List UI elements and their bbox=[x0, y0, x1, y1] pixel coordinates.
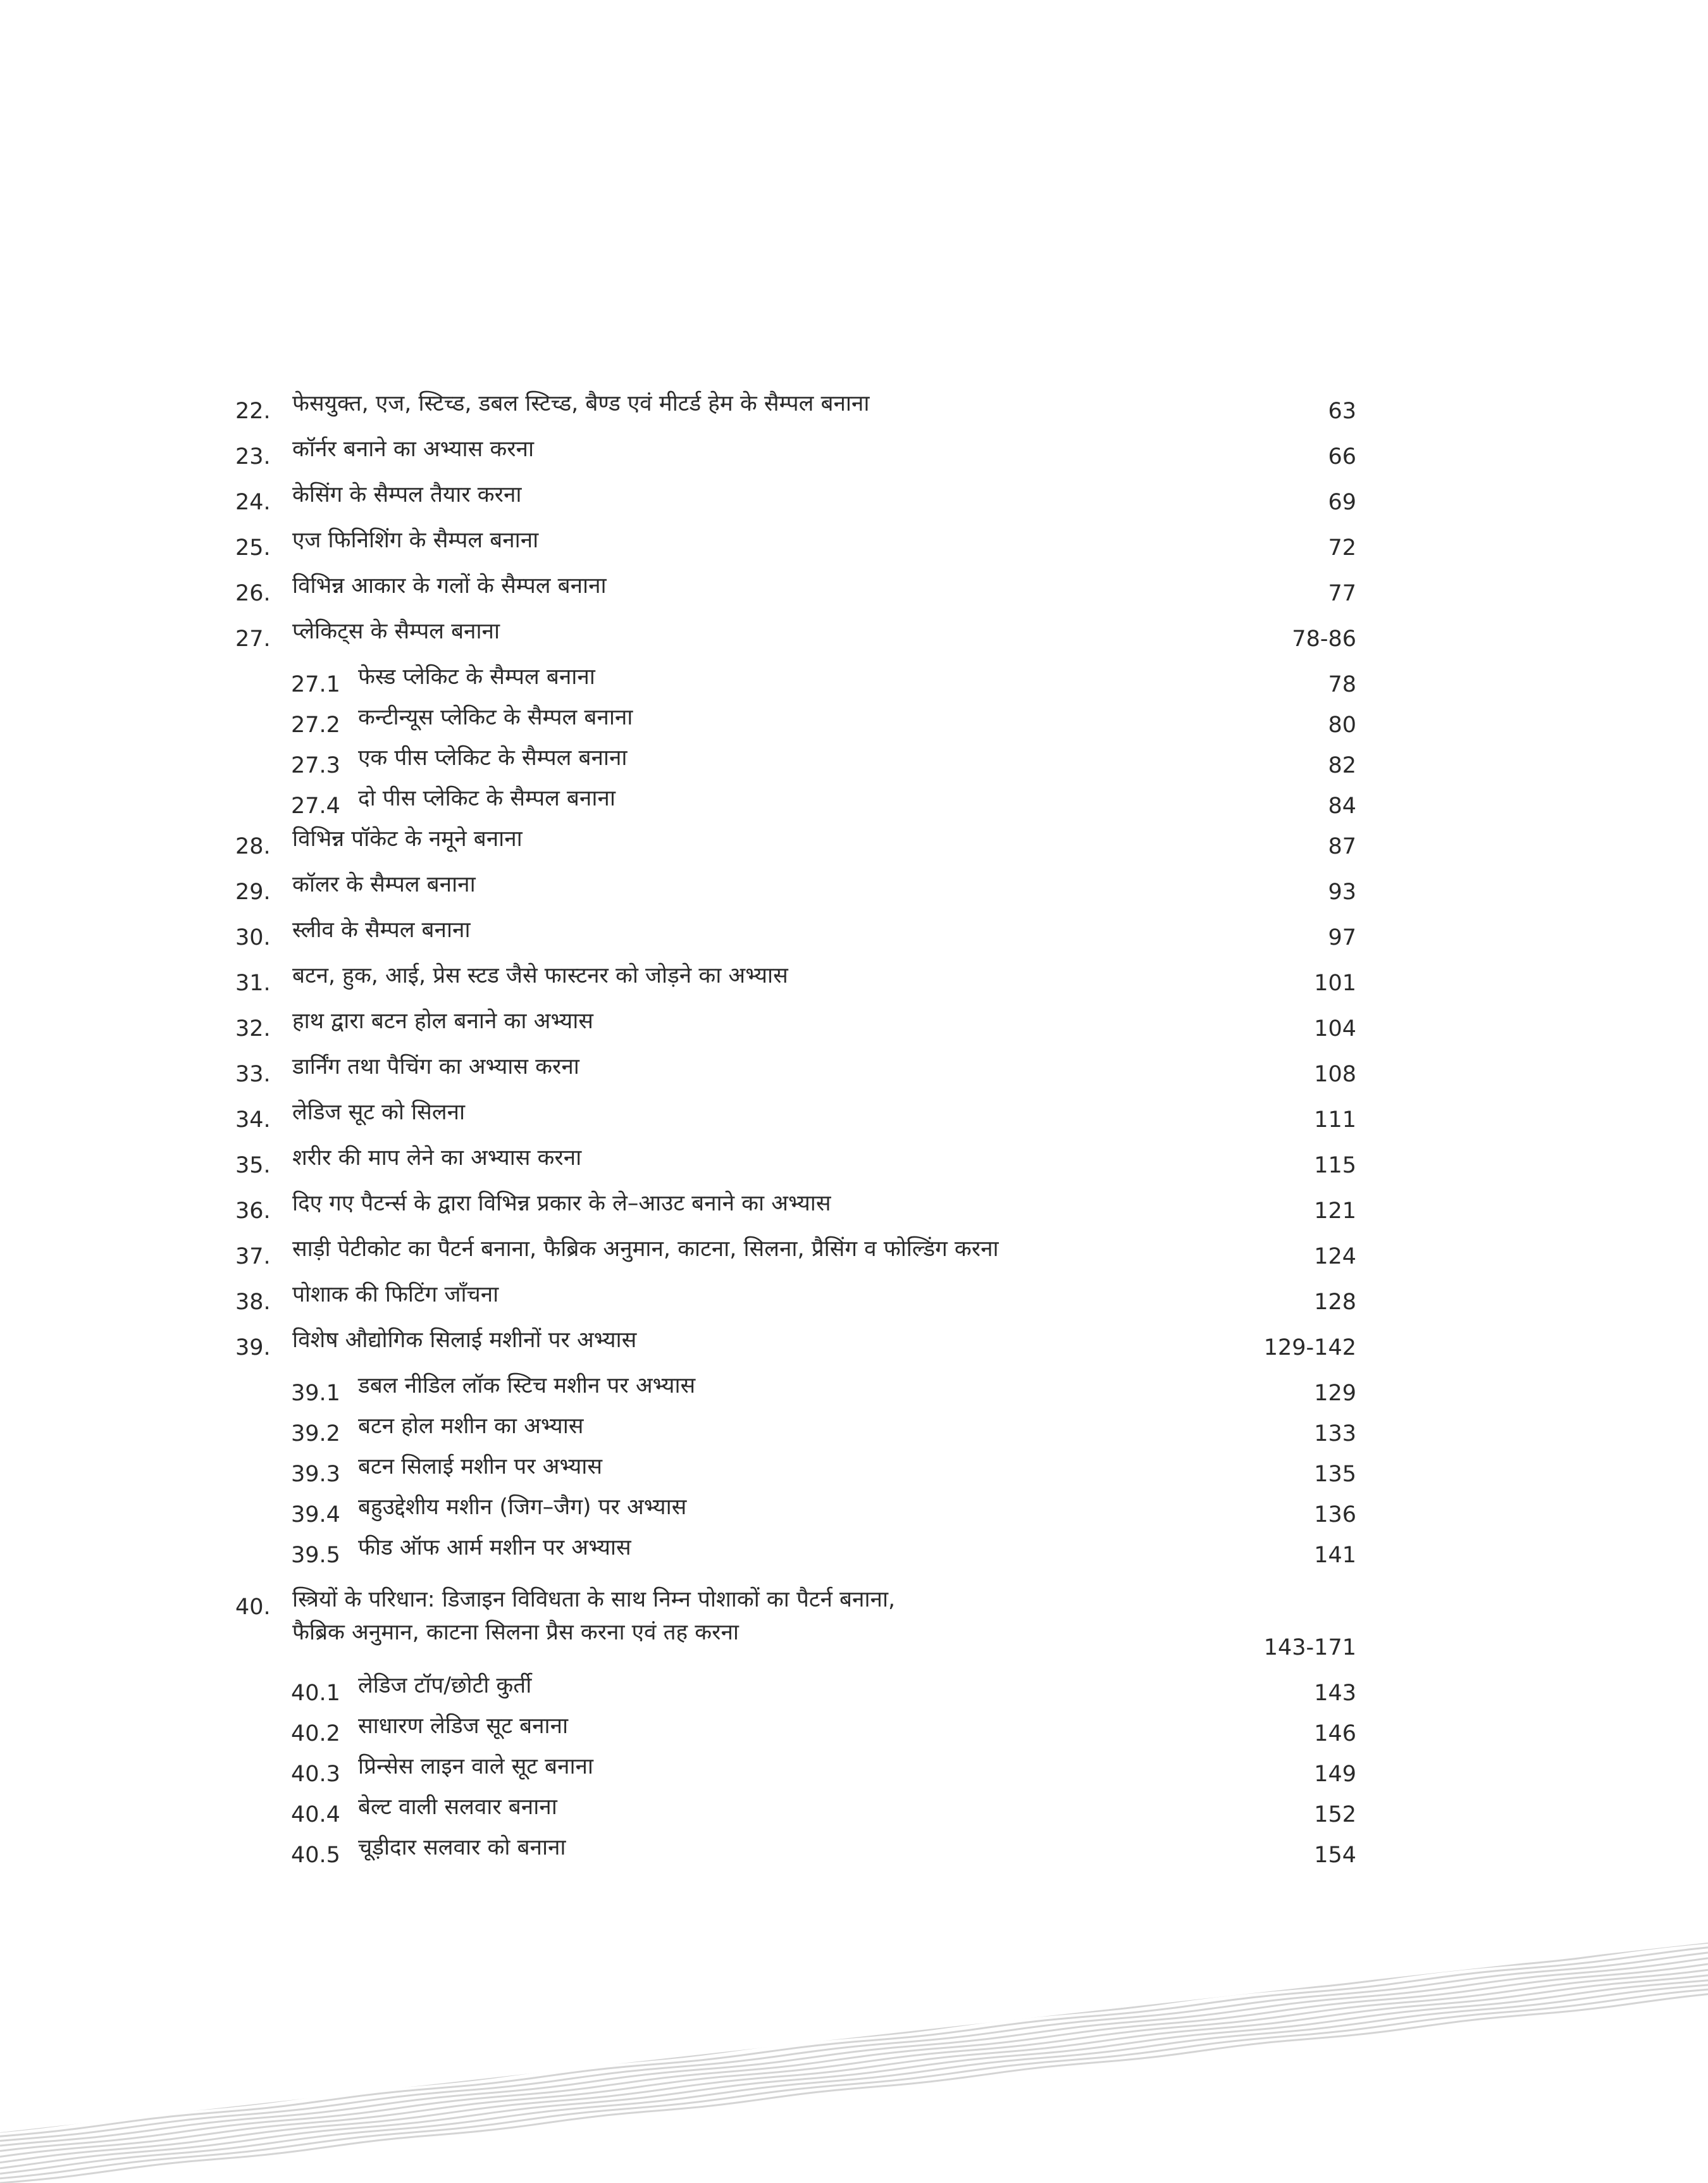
toc-entry-number: 40.5 bbox=[291, 1843, 340, 1868]
toc-entry-page: 101 bbox=[1314, 971, 1356, 996]
toc-entry-page: 72 bbox=[1328, 535, 1356, 561]
toc-entry-title: बेल्ट वाली सलवार बनाना bbox=[358, 1794, 557, 1820]
toc-entry-number: 36. bbox=[235, 1198, 271, 1224]
toc-entry bbox=[235, 1141, 1356, 1187]
toc-entry-title: विभिन्न आकार के गलों के सैम्पल बनाना bbox=[292, 573, 607, 599]
toc-entry-page: 82 bbox=[1328, 753, 1356, 778]
toc-entry bbox=[235, 1187, 1356, 1233]
toc-entry-title: फेसयुक्त, एज, स्टिच्ड, डबल स्टिच्ड, बैण्ड एवं मीटर्ड हेम के सैम्पल बनाना bbox=[292, 391, 870, 416]
toc-entry-number: 27.1 bbox=[291, 672, 340, 697]
toc-entry-number: 39.5 bbox=[291, 1543, 340, 1568]
toc-entry bbox=[235, 433, 1356, 478]
toc-entry-title: विशेष औद्योगिक सिलाई मशीनों पर अभ्यास bbox=[292, 1328, 637, 1353]
toc-entry-page: 78 bbox=[1328, 672, 1356, 697]
toc-entry bbox=[235, 478, 1356, 524]
toc-entry-number: 28. bbox=[235, 834, 271, 859]
toc-entry-number: 25. bbox=[235, 535, 271, 561]
toc-entry-title: केसिंग के सैम्पल तैयार करना bbox=[292, 482, 522, 507]
toc-entry-page: 104 bbox=[1314, 1016, 1356, 1042]
toc-subentry bbox=[235, 701, 1356, 742]
toc-entry-page: 111 bbox=[1314, 1107, 1356, 1133]
toc-entry-title: लेडिज टॉप/छोटी कुर्ती bbox=[358, 1673, 532, 1698]
toc-entry-page: 87 bbox=[1328, 834, 1356, 859]
toc-entry-title: फेस्ड प्लेकिट के सैम्पल बनाना bbox=[358, 664, 595, 690]
toc-entry-title: चूड़ीदार सलवार को बनाना bbox=[358, 1835, 566, 1860]
toc-subentry bbox=[235, 742, 1356, 782]
toc-entry bbox=[235, 914, 1356, 959]
toc-list-40-subitems bbox=[235, 1669, 1356, 1872]
toc-entry-number: 33. bbox=[235, 1062, 271, 1087]
toc-entry-title-line-1: स्त्रियों के परिधान: डिजाइन विविधता के साथ निम्न पोशाकों का पैटर्न बनाना, bbox=[292, 1587, 896, 1612]
toc-subentry bbox=[235, 782, 1356, 823]
toc-entry bbox=[235, 1096, 1356, 1141]
toc-entry-number: 27.3 bbox=[291, 753, 340, 778]
toc-entry-title bbox=[292, 1583, 1192, 1649]
toc-entry-page: 136 bbox=[1314, 1502, 1356, 1527]
toc-entry-title: साधारण लेडिज सूट बनाना bbox=[358, 1713, 569, 1739]
toc-entry-title: शरीर की माप लेने का अभ्यास करना bbox=[292, 1145, 582, 1171]
toc-entry-title-line-2: फैब्रिक अनुमान, काटना सिलना प्रैस करना एवं तह करना bbox=[292, 1620, 739, 1645]
toc-entry-page: 66 bbox=[1328, 444, 1356, 470]
toc-entry-page: 143 bbox=[1314, 1681, 1356, 1706]
toc-entry-title: बटन होल मशीन का अभ्यास bbox=[358, 1414, 584, 1439]
toc-entry-page: 77 bbox=[1328, 581, 1356, 606]
toc-entry-number: 27.2 bbox=[291, 712, 340, 738]
toc-subentry bbox=[235, 1791, 1356, 1831]
toc-entry-title: कॉलर के सैम्पल बनाना bbox=[292, 872, 476, 897]
toc-entry bbox=[235, 1233, 1356, 1278]
toc-entry bbox=[235, 569, 1356, 615]
toc-entry-page: 63 bbox=[1328, 399, 1356, 424]
toc-entry bbox=[235, 524, 1356, 569]
toc-entry-number: 40.3 bbox=[291, 1762, 340, 1787]
toc-entry-title: लेडिज सूट को सिलना bbox=[292, 1100, 466, 1125]
toc-entry-page: 121 bbox=[1314, 1198, 1356, 1224]
toc-entry-40 bbox=[235, 1583, 1356, 1669]
toc-entry-title: कॉर्नर बनाने का अभ्यास करना bbox=[292, 437, 535, 462]
toc-entry-number: 39.3 bbox=[291, 1462, 340, 1487]
toc-subentry bbox=[235, 1669, 1356, 1710]
toc-entry-page: 69 bbox=[1328, 490, 1356, 515]
toc-entry bbox=[235, 868, 1356, 914]
toc-entry-page: 141 bbox=[1314, 1543, 1356, 1568]
toc-entry-title: एक पीस प्लेकिट के सैम्पल बनाना bbox=[358, 745, 628, 771]
toc-subentry bbox=[235, 1710, 1356, 1750]
toc-entry-page: 78-86 bbox=[1292, 626, 1356, 652]
toc-entry-number: 39.4 bbox=[291, 1502, 340, 1527]
toc-entry-page: 124 bbox=[1314, 1244, 1356, 1269]
toc-entry-title: साड़ी पेटीकोट का पैटर्न बनाना, फैब्रिक अनुमान, काटना, सिलना, प्रैसिंग व फोल्डिंग करना bbox=[292, 1236, 999, 1262]
toc-entry bbox=[235, 1005, 1356, 1050]
toc-entry bbox=[235, 823, 1356, 868]
toc-entry-title: कन्टीन्यूस प्लेकिट के सैम्पल बनाना bbox=[358, 705, 633, 730]
toc-entry-number: 24. bbox=[235, 490, 271, 515]
toc-entry bbox=[235, 615, 1356, 661]
toc-entry-number: 31. bbox=[235, 971, 271, 996]
toc-entry-number: 26. bbox=[235, 581, 271, 606]
toc-entry-page: 129-142 bbox=[1263, 1335, 1356, 1360]
toc-entry bbox=[235, 387, 1356, 433]
toc-entry bbox=[235, 1278, 1356, 1324]
toc-entry-number: 39.1 bbox=[291, 1381, 340, 1406]
table-of-contents bbox=[235, 387, 1356, 1872]
toc-entry-page: 97 bbox=[1328, 925, 1356, 950]
toc-entry-number: 27.4 bbox=[291, 793, 340, 819]
toc-entry-title: बटन, हुक, आई, प्रेस स्टड जैसे फास्टनर को जोड़ने का अभ्यास bbox=[292, 963, 788, 988]
toc-entry-title: बहुउद्देशीय मशीन (जिग–जैग) पर अभ्यास bbox=[358, 1495, 687, 1520]
toc-list bbox=[235, 387, 1356, 1572]
toc-entry-page: 135 bbox=[1314, 1462, 1356, 1487]
toc-entry-number: 35. bbox=[235, 1153, 271, 1178]
toc-entry-page: 146 bbox=[1314, 1721, 1356, 1746]
toc-subentry bbox=[235, 1491, 1356, 1531]
toc-entry-number: 40.4 bbox=[291, 1802, 340, 1827]
toc-entry-title: विभिन्न पॉकेट के नमूने बनाना bbox=[292, 826, 523, 852]
toc-entry bbox=[235, 1050, 1356, 1096]
toc-entry-number: 38. bbox=[235, 1290, 271, 1315]
toc-entry-number: 23. bbox=[235, 444, 271, 470]
toc-subentry bbox=[235, 1750, 1356, 1791]
toc-entry-number: 22. bbox=[235, 399, 271, 424]
toc-entry-page: 129 bbox=[1314, 1381, 1356, 1406]
toc-entry-title: हाथ द्वारा बटन होल बनाने का अभ्यास bbox=[292, 1009, 593, 1034]
toc-entry-page: 93 bbox=[1328, 880, 1356, 905]
toc-entry-title: फीड ऑफ आर्म मशीन पर अभ्यास bbox=[358, 1535, 631, 1560]
toc-subentry bbox=[235, 1450, 1356, 1491]
toc-entry-page: 149 bbox=[1314, 1762, 1356, 1787]
toc-entry-number: 40. bbox=[235, 1595, 271, 1620]
toc-entry-title: प्रिन्सेस लाइन वाले सूट बनाना bbox=[358, 1754, 593, 1779]
toc-entry-number: 39.2 bbox=[291, 1421, 340, 1446]
toc-subentry bbox=[235, 1831, 1356, 1872]
toc-entry-page: 143-171 bbox=[1263, 1635, 1356, 1660]
toc-entry bbox=[235, 959, 1356, 1005]
toc-entry-page: 152 bbox=[1314, 1802, 1356, 1827]
toc-entry-number: 32. bbox=[235, 1016, 271, 1042]
toc-entry-title: डार्निंग तथा पैचिंग का अभ्यास करना bbox=[292, 1054, 579, 1079]
decorative-wave-band bbox=[0, 1943, 1708, 2183]
toc-entry-number: 29. bbox=[235, 880, 271, 905]
wave-band-edge bbox=[0, 1943, 1708, 2132]
toc-entry-title: पोशाक की फिटिंग जाँचना bbox=[292, 1282, 499, 1307]
toc-entry-title: बटन सिलाई मशीन पर अभ्यास bbox=[358, 1454, 602, 1479]
toc-entry-page: 133 bbox=[1314, 1421, 1356, 1446]
toc-entry-number: 34. bbox=[235, 1107, 271, 1133]
toc-subentry bbox=[235, 661, 1356, 701]
toc-entry-number: 40.1 bbox=[291, 1681, 340, 1706]
toc-subentry bbox=[235, 1410, 1356, 1450]
toc-entry-page: 84 bbox=[1328, 793, 1356, 819]
toc-entry-title: स्लीव के सैम्पल बनाना bbox=[292, 917, 471, 943]
toc-entry-title: प्लेकिट्स के सैम्पल बनाना bbox=[292, 619, 500, 644]
toc-entry-number: 40.2 bbox=[291, 1721, 340, 1746]
toc-entry-page: 115 bbox=[1314, 1153, 1356, 1178]
toc-entry-page: 128 bbox=[1314, 1290, 1356, 1315]
toc-entry-page: 80 bbox=[1328, 712, 1356, 738]
toc-entry-title: दो पीस प्लेकिट के सैम्पल बनाना bbox=[358, 786, 616, 811]
toc-entry-number: 37. bbox=[235, 1244, 271, 1269]
toc-subentry bbox=[235, 1531, 1356, 1572]
toc-subentry bbox=[235, 1369, 1356, 1410]
toc-entry-title: एज फिनिशिंग के सैम्पल बनाना bbox=[292, 528, 539, 553]
toc-entry-number: 30. bbox=[235, 925, 271, 950]
toc-entry-number: 39. bbox=[235, 1335, 271, 1360]
toc-entry bbox=[235, 1324, 1356, 1369]
toc-entry-title: दिए गए पैटर्न्स के द्वारा विभिन्न प्रकार के ले–आउट बनाने का अभ्यास bbox=[292, 1191, 831, 1216]
toc-entry-number: 27. bbox=[235, 626, 271, 652]
toc-entry-title: डबल नीडिल लॉक स्टिच मशीन पर अभ्यास bbox=[358, 1373, 696, 1398]
toc-entry-page: 154 bbox=[1314, 1843, 1356, 1868]
toc-entry-page: 108 bbox=[1314, 1062, 1356, 1087]
